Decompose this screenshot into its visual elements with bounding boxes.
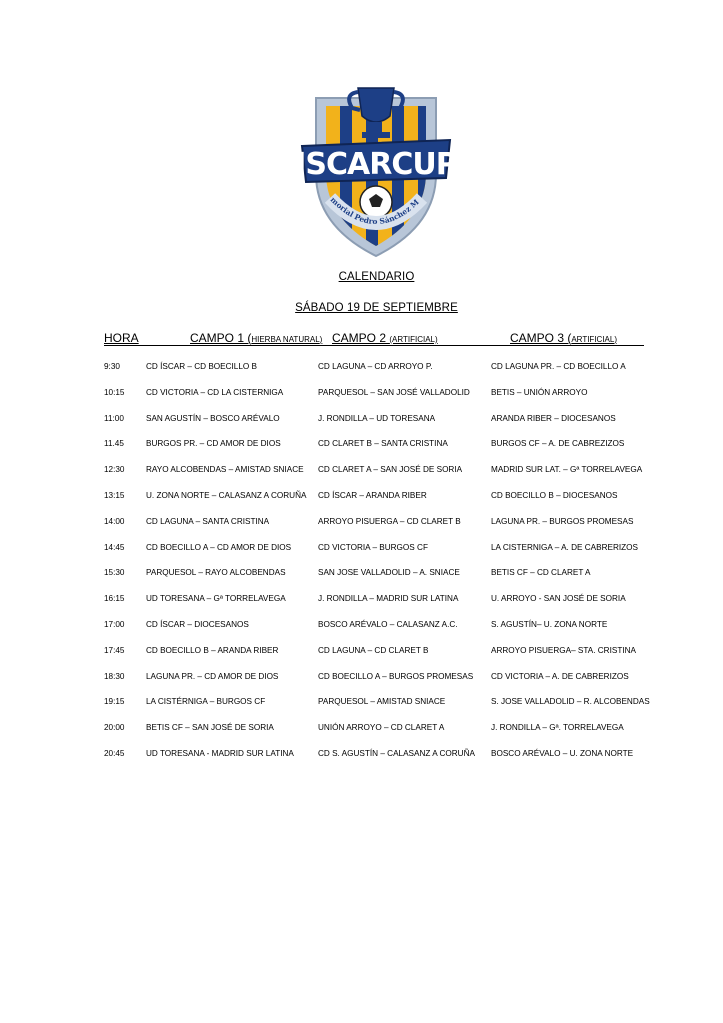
match-time: 18:30 bbox=[104, 671, 125, 681]
match-time: 15:30 bbox=[104, 568, 125, 578]
match-campo1: UD TORESANA - MADRID SUR LATINA bbox=[146, 748, 294, 758]
schedule-table bbox=[0, 362, 723, 775]
match-campo1: CD LAGUNA – SANTA CRISTINA bbox=[146, 516, 270, 526]
match-time: 10:15 bbox=[104, 387, 125, 397]
header-underline bbox=[104, 345, 644, 346]
table-row bbox=[0, 749, 723, 775]
match-campo1: CD ÍSCAR – CD BOECILLO B bbox=[146, 362, 258, 371]
match-campo3: S. JOSE VALLADOLID – R. ALCOBENDAS bbox=[491, 697, 650, 707]
match-campo1: CD ÍSCAR – DIOCESANOS bbox=[146, 619, 249, 629]
table-row bbox=[0, 465, 723, 491]
match-campo3: J. RONDILLA – Gª. TORRELAVEGA bbox=[491, 723, 624, 733]
match-campo3: U. ARROYO - SAN JOSÉ DE SORIA bbox=[491, 594, 626, 604]
match-campo1: BETIS CF – SAN JOSÉ DE SORIA bbox=[146, 723, 274, 733]
match-campo2: CD BOECILLO A – BURGOS PROMESAS bbox=[318, 671, 474, 681]
document-title: CALENDARIO bbox=[338, 271, 415, 283]
match-campo3: ARANDA RIBER – DIOCESANOS bbox=[491, 413, 616, 423]
match-time: 19:15 bbox=[104, 697, 125, 707]
match-campo2: CD CLARET A – SAN JOSÉ DE SORIA bbox=[318, 465, 463, 475]
match-campo3: BETIS – UNIÓN ARROYO bbox=[491, 387, 588, 397]
match-campo1: CD BOECILLO A – CD AMOR DE DIOS bbox=[146, 542, 292, 552]
logo-wordmark: ISCARCUP bbox=[296, 147, 456, 182]
logo-subtitle: morial Pedro Sánchez M bbox=[328, 195, 421, 227]
match-time: 17:45 bbox=[104, 645, 125, 655]
match-campo2: J. RONDILLA – UD TORESANA bbox=[318, 413, 436, 423]
table-row bbox=[0, 517, 723, 543]
match-campo1: CD BOECILLO B – ARANDA RIBER bbox=[146, 645, 279, 655]
match-campo2: PARQUESOL – AMISTAD SNIACE bbox=[318, 697, 446, 707]
match-campo1: UD TORESANA – Gª TORRELAVEGA bbox=[146, 594, 286, 604]
table-row bbox=[0, 697, 723, 723]
match-campo3: ARROYO PISUERGA– STA. CRISTINA bbox=[491, 645, 636, 655]
match-time: 11.45 bbox=[104, 439, 124, 449]
match-time: 17:00 bbox=[104, 619, 125, 629]
match-campo3: BOSCO ARÉVALO – U. ZONA NORTE bbox=[491, 748, 634, 758]
table-row bbox=[0, 672, 723, 698]
match-campo1: CD VICTORIA – CD LA CISTERNIGA bbox=[146, 387, 284, 397]
match-time: 12:30 bbox=[104, 465, 125, 475]
match-campo2: SAN JOSE VALLADOLID – A. SNIACE bbox=[318, 568, 460, 578]
iscarcup-logo bbox=[296, 78, 456, 258]
match-campo3: LA CISTERNIGA – A. DE CABRERIZOS bbox=[491, 542, 638, 552]
match-campo2: UNIÓN ARROYO – CD CLARET A bbox=[318, 723, 445, 733]
match-time: 20:45 bbox=[104, 748, 125, 758]
match-campo1: LA CISTÉRNIGA – BURGOS CF bbox=[146, 697, 266, 707]
match-campo3: MADRID SUR LAT. – Gª TORRELAVEGA bbox=[491, 465, 643, 475]
match-campo2: CD S. AGUSTÍN – CALASANZ A CORUÑA bbox=[318, 748, 475, 758]
match-campo1: RAYO ALCOBENDAS – AMISTAD SNIACE bbox=[146, 465, 304, 475]
match-campo1: BURGOS PR. – CD AMOR DE DIOS bbox=[146, 439, 281, 449]
match-campo1: LAGUNA PR. – CD AMOR DE DIOS bbox=[146, 671, 279, 681]
match-campo3: BETIS CF – CD CLARET A bbox=[491, 568, 591, 578]
table-row bbox=[0, 414, 723, 440]
match-campo3: S. AGUSTÍN– U. ZONA NORTE bbox=[491, 619, 608, 629]
match-campo2: J. RONDILLA – MADRID SUR LATINA bbox=[318, 594, 459, 604]
header-hora: HORA bbox=[104, 331, 139, 345]
match-campo2: CD LAGUNA – CD ARROYO P. bbox=[318, 362, 433, 371]
match-time: 14:45 bbox=[104, 542, 125, 552]
match-campo2: CD LAGUNA – CD CLARET B bbox=[318, 645, 429, 655]
match-campo1: SAN AGUSTÍN – BOSCO ARÉVALO bbox=[146, 413, 280, 423]
shield-trophy-icon bbox=[296, 78, 456, 258]
match-campo2: ARROYO PISUERGA – CD CLARET B bbox=[318, 516, 461, 526]
match-time: 9:30 bbox=[104, 362, 120, 371]
match-campo2: BOSCO ARÉVALO – CALASANZ A.C. bbox=[318, 619, 458, 629]
table-row bbox=[0, 646, 723, 672]
table-row bbox=[0, 362, 723, 388]
table-row bbox=[0, 568, 723, 594]
match-time: 13:15 bbox=[104, 490, 125, 500]
table-row bbox=[0, 543, 723, 569]
table-row bbox=[0, 620, 723, 646]
header-campo3: CAMPO 3 (ARTIFICIAL) bbox=[510, 331, 617, 345]
match-time: 20:00 bbox=[104, 723, 125, 733]
match-campo3: LAGUNA PR. – BURGOS PROMESAS bbox=[491, 516, 634, 526]
header-campo1: CAMPO 1 (HIERBA NATURAL) bbox=[190, 331, 323, 345]
match-campo1: U. ZONA NORTE – CALASANZ A CORUÑA bbox=[146, 490, 307, 500]
table-row bbox=[0, 594, 723, 620]
table-row bbox=[0, 491, 723, 517]
match-time: 16:15 bbox=[104, 594, 125, 604]
match-campo2: CD VICTORIA – BURGOS CF bbox=[318, 542, 428, 552]
match-time: 11:00 bbox=[104, 413, 124, 423]
header-campo2: CAMPO 2 (ARTIFICIAL) bbox=[332, 331, 438, 345]
match-campo3: CD LAGUNA PR. – CD BOECILLO A bbox=[491, 362, 626, 371]
match-campo2: PARQUESOL – SAN JOSÉ VALLADOLID bbox=[318, 387, 470, 397]
match-campo3: CD BOECILLO B – DIOCESANOS bbox=[491, 490, 618, 500]
table-row bbox=[0, 723, 723, 749]
match-campo1: PARQUESOL – RAYO ALCOBENDAS bbox=[146, 568, 286, 578]
match-campo2: CD ÍSCAR – ARANDA RIBER bbox=[318, 490, 427, 500]
match-campo3: BURGOS CF – A. DE CABREZIZOS bbox=[491, 439, 625, 449]
match-campo2: CD CLARET B – SANTA CRISTINA bbox=[318, 439, 448, 449]
table-row bbox=[0, 439, 723, 465]
document-date: SÁBADO 19 DE SEPTIEMBRE bbox=[295, 302, 458, 314]
match-time: 14:00 bbox=[104, 516, 125, 526]
table-row bbox=[0, 388, 723, 414]
match-campo3: CD VICTORIA – A. DE CABRERIZOS bbox=[491, 671, 629, 681]
